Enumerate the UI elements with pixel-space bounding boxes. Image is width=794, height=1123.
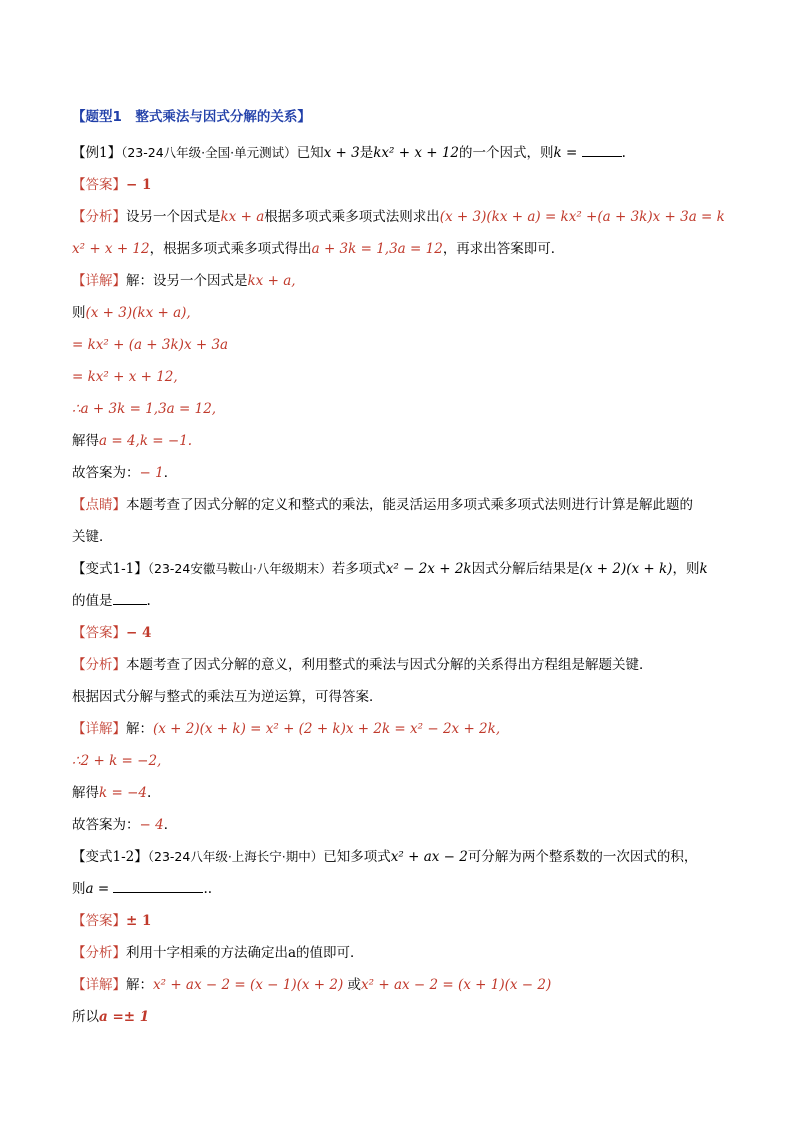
text: 解： (126, 721, 153, 737)
text: 根据多项式乘多项式法则求出 (264, 209, 440, 225)
variant-tag: 【变式1-2】 (72, 849, 148, 865)
answer-blank[interactable] (113, 592, 147, 605)
example1-analysis-line2 (72, 240, 564, 258)
detail-tag: 【详解】 (72, 977, 126, 993)
detail-tag: 【详解】 (72, 721, 126, 737)
math: k = (553, 145, 582, 161)
text: 解：设另一个因式是 (126, 273, 248, 289)
math: x + 3 (323, 145, 360, 161)
answer-blank[interactable] (113, 880, 203, 893)
math: a =± 1 (99, 1009, 150, 1025)
text: 已知 (296, 145, 324, 161)
analysis-tag: 【分析】 (72, 657, 126, 673)
text: 可分解为两个整系数的一次因式的积， (467, 849, 698, 865)
variant1-detail-line1 (72, 720, 500, 738)
example1-detail-line2 (72, 304, 191, 322)
math: x² + ax − 2 = (x + 1)(x − 2) (361, 977, 552, 993)
example1-question (72, 144, 626, 162)
text: ，根据多项式乘多项式得出 (149, 241, 312, 257)
variant1-question-line2 (72, 592, 151, 610)
text: 解得 (72, 785, 99, 801)
text: 解： (126, 977, 153, 993)
math: − 1 (139, 465, 164, 481)
math: x² + x + 12 (72, 241, 150, 257)
variant1-answer (72, 624, 151, 642)
example1-comment-line2: 关键． (72, 529, 113, 545)
math: − 4 (139, 817, 164, 833)
text: 是 (359, 145, 374, 161)
math: (x + 2)(x + k) (579, 561, 673, 577)
text: ，再求出答案即可． (442, 241, 565, 257)
answer-tag: 【答案】 (72, 177, 126, 193)
math: (x + 3)(kx + a), (85, 305, 191, 321)
variant1-detail-line4 (72, 816, 177, 834)
example1-answer (72, 176, 151, 194)
comment-tag: 【点睛】 (72, 497, 126, 513)
variant2-detail-line2 (72, 1008, 149, 1026)
analysis-tag: 【分析】 (72, 945, 126, 961)
text: 或 (343, 977, 362, 993)
text: ． (163, 465, 178, 481)
math: x² − 2x + 2k (385, 561, 472, 577)
variant2-analysis-line1 (72, 944, 364, 962)
text: 则 (72, 305, 86, 321)
text: 本题考查了因式分解的定义和整式的乘法，能灵活运用多项式乘多项式法则进行计算是解此题的 (126, 497, 693, 513)
math: a = (85, 881, 114, 897)
variant2-source: （23-24八年级·上海长宁·期中） (147, 849, 324, 864)
math: (x + 2)(x + k) = x² + (2 + k)x + 2k = x² − 2x + 2k, (153, 721, 501, 737)
answer-value: ± 1 (126, 913, 152, 929)
answer-value: − 4 (126, 625, 152, 641)
example1-comment-line1 (72, 496, 693, 514)
text: . (621, 145, 626, 161)
text: 的一个因式，则 (459, 145, 554, 161)
variant-tag: 【变式1-1】 (72, 561, 148, 577)
variant1-analysis-line1 (72, 656, 653, 674)
math: kx + a, (247, 273, 296, 289)
text: 的值是 (72, 593, 113, 609)
text: ． (163, 817, 178, 833)
variant1-detail-line2: ∴2 + k = −2, (72, 753, 162, 769)
text: ，则 (672, 561, 700, 577)
example1-detail-line6 (72, 432, 192, 450)
answer-value: − 1 (126, 177, 152, 193)
text: 已知多项式 (323, 849, 391, 865)
variant2-question-line2 (72, 880, 212, 898)
example1-analysis-line1 (72, 208, 725, 226)
variant1-source: （23-24安徽马鞍山·八年级期末） (147, 561, 332, 576)
math: x² + ax − 2 = (x − 1)(x + 2) (153, 977, 344, 993)
text: 利用十字相乘的方法确定出a的值即可． (126, 945, 364, 961)
text: . (146, 593, 151, 609)
math: x² + ax − 2 (390, 849, 468, 865)
detail-tag: 【详解】 (72, 273, 126, 289)
text: 所以 (72, 1009, 99, 1025)
example1-detail-line4: = kx² + x + 12, (72, 369, 178, 385)
answer-blank[interactable] (582, 144, 622, 157)
math: (x + 3)(kx + a) = kx² +(a + 3k)x + 3a = k (439, 209, 725, 225)
text: 解得 (72, 433, 99, 449)
math: kx + a (220, 209, 265, 225)
answer-tag: 【答案】 (72, 913, 126, 929)
example1-detail-line3: = kx² + (a + 3k)x + 3a (72, 337, 229, 353)
answer-tag: 【答案】 (72, 625, 126, 641)
variant2-detail-line1 (72, 976, 551, 994)
variant2-question-line1 (72, 848, 697, 866)
text: 则 (72, 881, 86, 897)
text: 设另一个因式是 (126, 209, 221, 225)
variant1-detail-line3 (72, 784, 151, 802)
text: .. (203, 881, 213, 897)
variant1-question-line1 (72, 560, 708, 578)
analysis-tag: 【分析】 (72, 209, 126, 225)
text: 故答案为： (72, 817, 140, 833)
example1-detail-line5: ∴a + 3k = 1,3a = 12, (72, 401, 217, 417)
variant1-analysis-line2: 根据因式分解与整式的乘法互为逆运算，可得答案． (72, 689, 383, 705)
math: k = −4 (99, 785, 147, 801)
text: . (146, 785, 152, 801)
math: kx² + x + 12 (373, 145, 460, 161)
section-title: 【题型1 整式乘法与因式分解的关系】 (72, 109, 311, 125)
text: 本题考查了因式分解的意义，利用整式的乘法与因式分解的关系得出方程组是解题关键． (126, 657, 653, 673)
math: a = 4,k = −1. (99, 433, 193, 449)
math: k (699, 561, 708, 577)
text: 故答案为： (72, 465, 140, 481)
text: 若多项式 (331, 561, 386, 577)
example1-detail-line7 (72, 464, 177, 482)
variant2-answer (72, 912, 151, 930)
example1-source: （23-24八年级·全国·单元测试） (121, 145, 297, 160)
example-tag: 【例1】 (72, 145, 122, 161)
example1-detail-line1 (72, 272, 296, 290)
math: a + 3k = 1,3a = 12 (311, 241, 443, 257)
text: 因式分解后结果是 (471, 561, 580, 577)
